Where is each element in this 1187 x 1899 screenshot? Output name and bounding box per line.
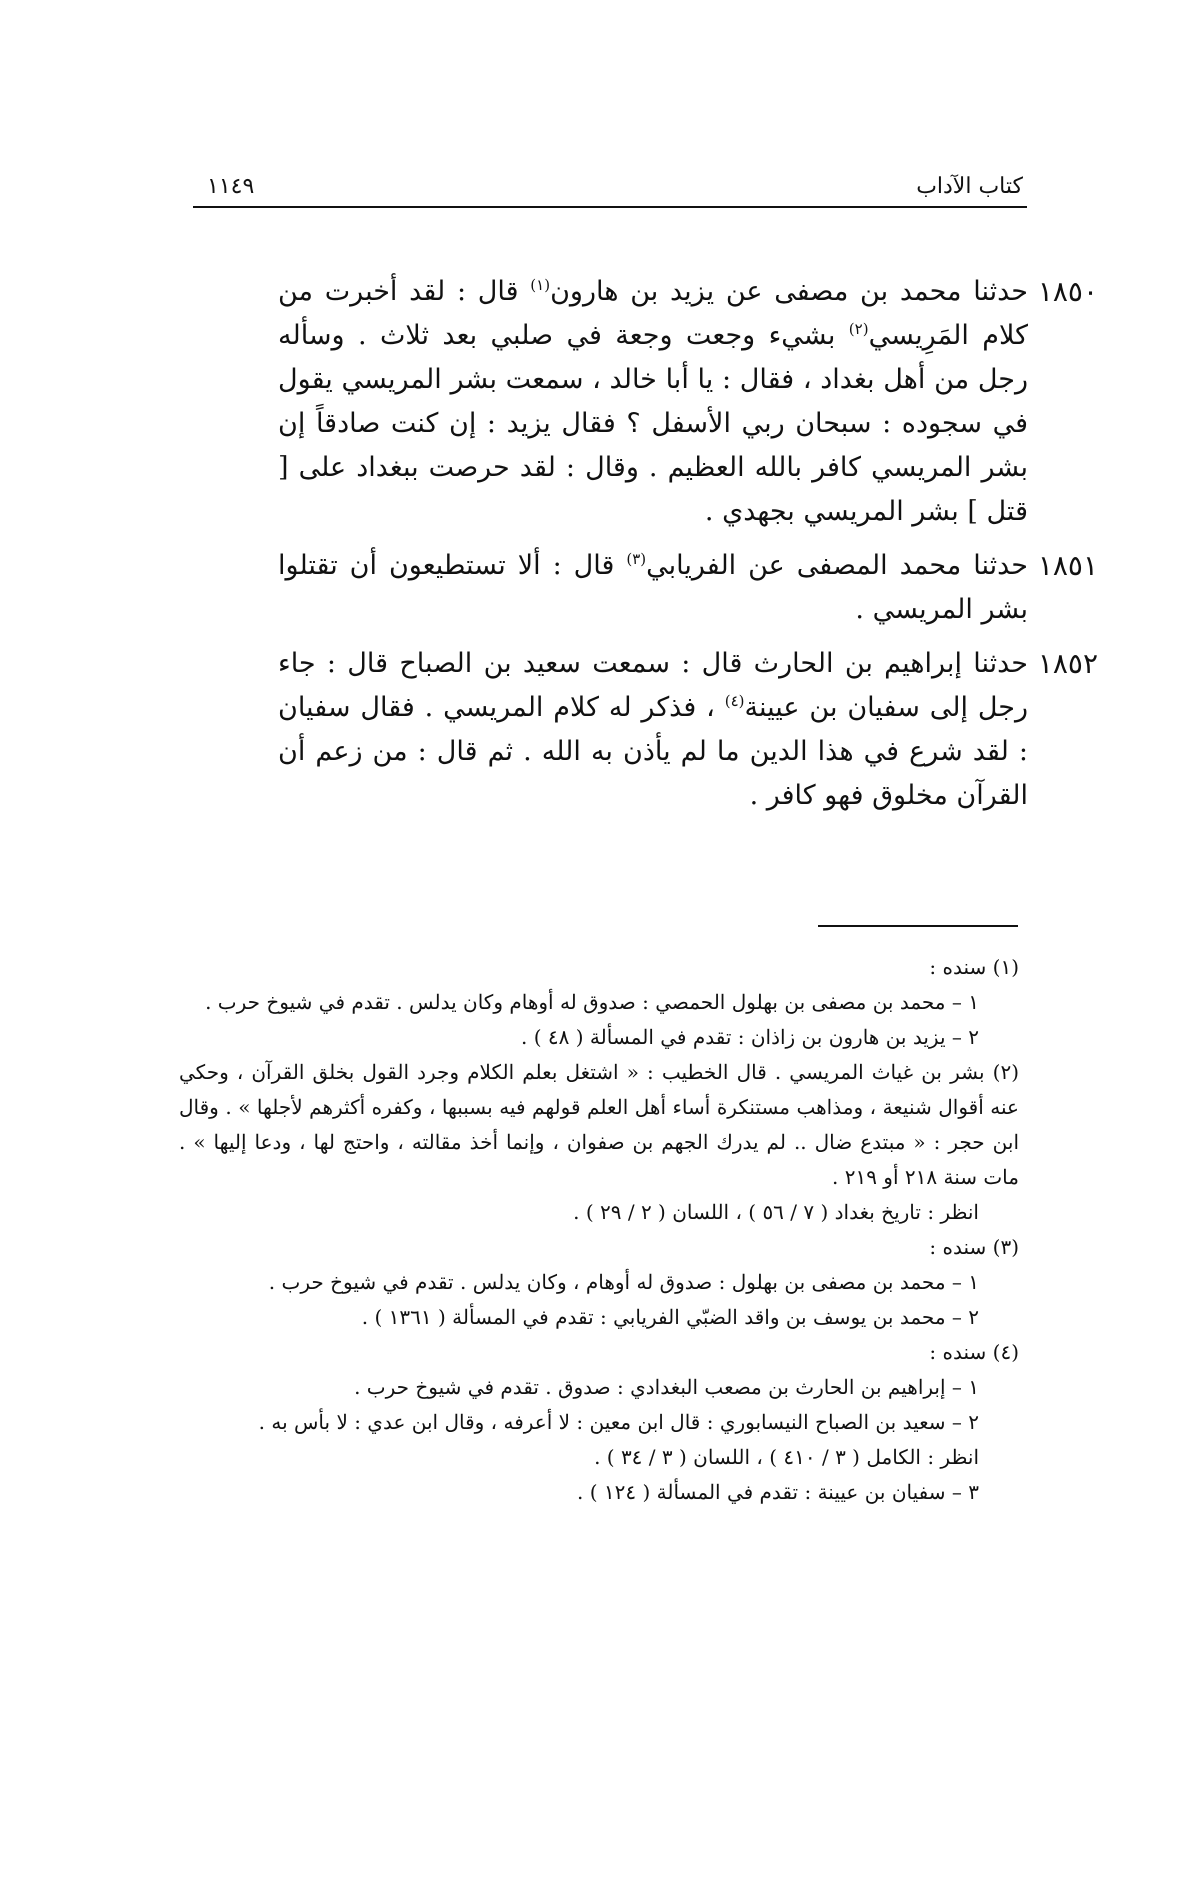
footnote-line: ٣ – سفيان بن عيينة : تقدم في المسألة ( ١٢٤ ) . — [577, 1480, 979, 1504]
entry-text-part: قال : لقد أخبرت من كلام المَرِيسي — [278, 276, 1028, 351]
footnote-line: ٢ – محمد بن يوسف بن واقد الضبّي الفريابي : تقدم في المسألة ( ١٣٦١ ) . — [361, 1305, 979, 1329]
footnotes — [179, 950, 1019, 1510]
entry-text-part: قال : ألا تستطيعون أن تقتلوا بشر المريسي . — [278, 550, 1028, 625]
footnote-ref[interactable]: (٤) — [724, 692, 745, 710]
footnote-line: ٢ – يزيد بن هارون بن زاذان : تقدم في المسألة ( ٤٨ ) . — [521, 1025, 979, 1049]
entry-text-part: حدثنا محمد المصفى عن الفريابي — [646, 550, 1028, 581]
footnote-ref[interactable]: (١) — [530, 276, 551, 294]
footnote-3-head: (٣) سنده : — [929, 1235, 1019, 1259]
footnote-ref[interactable]: (٢) — [848, 320, 869, 338]
entry-1852 — [158, 642, 1098, 818]
entry-text-part: حدثنا إبراهيم بن الحارث قال : سمعت سعيد بن الصباح قال : جاء رجل إلى سفيان بن عيينة — [278, 648, 1028, 723]
footnote-4-head: (٤) سنده : — [929, 1340, 1019, 1364]
entry-text-part: حدثنا محمد بن مصفى عن يزيد بن هارون — [550, 276, 1028, 307]
footnote-line: انظر : تاريخ بغداد ( ٧ / ٥٦ ) ، اللسان ( ٢ / ٢٩ ) . — [573, 1200, 979, 1224]
footnote-line: ١ – محمد بن مصفى بن بهلول الحمصي : صدوق له أوهام وكان يدلس . تقدم في شيوخ حرب . — [205, 990, 979, 1014]
entry-text — [278, 544, 1028, 632]
entry-1850 — [158, 270, 1098, 534]
footnote-ref[interactable]: (٣) — [626, 550, 647, 568]
page-number: ١١٤٩ — [207, 174, 255, 199]
entry-text — [278, 270, 1028, 534]
entry-number: ١٨٥٠ — [1037, 275, 1098, 308]
entry-text-part: بشيء وجعت وجعة في صلبي بعد ثلاث . وسأله رجل من أهل بغداد ، فقال : يا أبا خالد ، سمعت بشر المريسي يقول في سجوده : سبحان ربي الأسفل ؟ فقال يزيد : إن كنت صادقاً إن بشر المريسي كافر بالله العظيم . وقال : لقد حرصت ببغداد على [ قتل ] بشر المريسي بجهدي . — [278, 320, 1028, 527]
entry-1851 — [158, 544, 1098, 632]
entry-text-part: ، فذكر له كلام المريسي . فقال سفيان : لقد شرع في هذا الدين ما لم يأذن به الله . ثم قال : من زعم أن القرآن مخلوق فهو كافر . — [278, 692, 1028, 811]
running-header — [193, 168, 1027, 208]
entry-number: ١٨٥١ — [1037, 549, 1098, 582]
footnote-line: انظر : الكامل ( ٣ / ٤١٠ ) ، اللسان ( ٣ / ٣٤ ) . — [594, 1445, 979, 1469]
footnote-2-text: (٢) بشر بن غياث المريسي . قال الخطيب : « اشتغل بعلم الكلام وجرد القول بخلق القرآن ، وحكي عنه أقوال شنيعة ، ومذاهب مستنكرة أساء أهل العلم قولهم فيه بسببها ، وكفره أكثرهم لأجلها » . وقال ابن حجر : « مبتدع ضال .. لم يدرك الجهم بن صفوان ، وإنما أخذ مقالته ، واحتج لها ، ودعا إليها » . مات سنة ٢١٨ أو ٢١٩ . — [179, 1060, 1019, 1189]
entry-number: ١٨٥٢ — [1037, 647, 1098, 680]
footnote-line: ١ – محمد بن مصفى بن بهلول : صدوق له أوهام ، وكان يدلس . تقدم في شيوخ حرب . — [268, 1270, 979, 1294]
entry-text — [278, 642, 1028, 818]
footnote-divider — [818, 925, 1018, 927]
book-title: كتاب الآداب — [916, 174, 1023, 199]
footnote-1-head: (١) سنده : — [929, 955, 1019, 979]
footnote-line: ٢ – سعيد بن الصباح النيسابوري : قال ابن معين : لا أعرفه ، وقال ابن عدي : لا بأس به . — [258, 1410, 979, 1434]
main-text — [158, 270, 1098, 828]
footnote-line: ١ – إبراهيم بن الحارث بن مصعب البغدادي : صدوق . تقدم في شيوخ حرب . — [354, 1375, 979, 1399]
